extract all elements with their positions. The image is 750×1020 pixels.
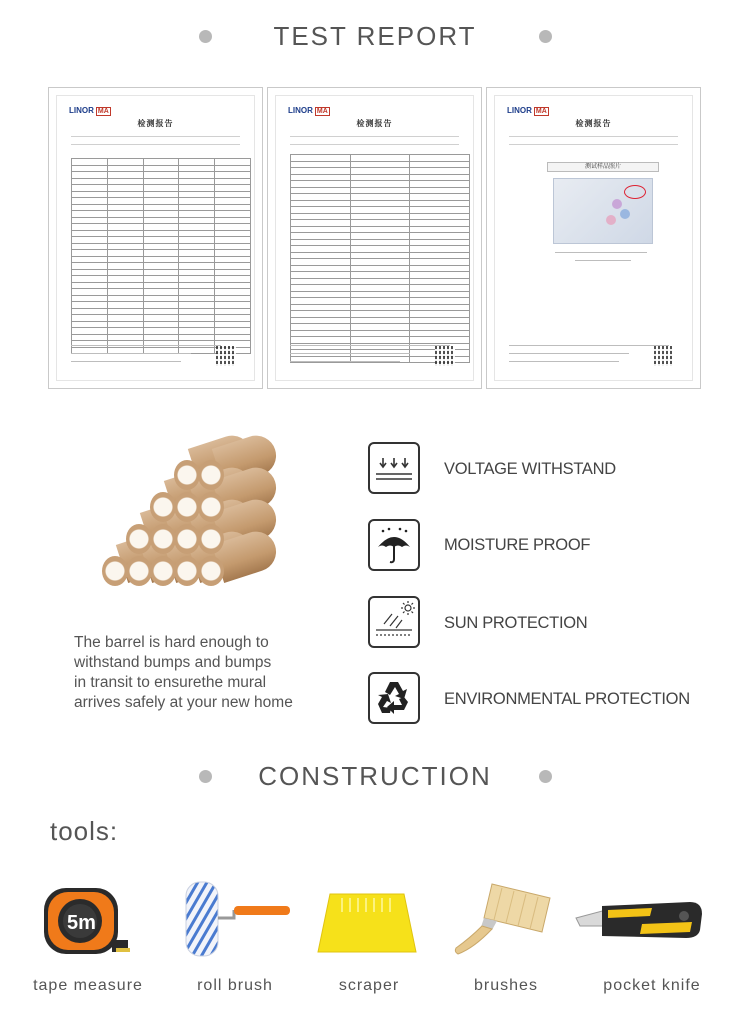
brush-icon — [452, 874, 562, 960]
decorative-dot-icon — [199, 770, 212, 783]
paper-tube-end — [198, 556, 224, 586]
recycle-icon — [368, 672, 420, 724]
tools-heading: tools: — [50, 816, 119, 846]
barrel-text-line: The barrel is hard enough to — [74, 634, 269, 651]
footer-line — [555, 252, 647, 253]
paper-tube-end — [126, 524, 152, 554]
tool-label-brushes: brushes — [474, 977, 538, 994]
barrel-text-line: withstand bumps and bumps — [74, 654, 272, 671]
tool-label-roll-brush: roll brush — [197, 977, 273, 994]
decorative-dot-icon — [199, 30, 212, 43]
paper-tube-end — [174, 524, 200, 554]
section-title-construction — [0, 756, 750, 796]
paper-tube-end — [174, 460, 200, 490]
svg-text:5m: 5m — [67, 912, 96, 934]
sample-photo-caption: 测试样品照片 — [547, 162, 659, 172]
meta-line — [290, 144, 459, 145]
stamp-icon — [624, 185, 646, 199]
report-heading: 检测报告 — [137, 119, 174, 128]
tool-label-tape-measure: tape measure — [33, 977, 143, 994]
paper-tube-end — [150, 556, 176, 586]
footer-line — [71, 353, 191, 354]
pocket-knife-icon — [572, 896, 706, 946]
report-page-frame — [275, 95, 474, 381]
report-page-frame — [56, 95, 255, 381]
footer-line — [575, 260, 631, 261]
decorative-dot-icon — [539, 770, 552, 783]
paper-tube-end — [174, 556, 200, 586]
feature-label-environmental: ENVIRONMENTAL PROTECTION — [444, 690, 690, 708]
voltage-withstand-icon — [368, 442, 420, 494]
barrel-description — [74, 633, 324, 713]
report-page-frame — [494, 95, 693, 381]
meta-line — [509, 136, 678, 137]
meta-line — [509, 144, 678, 145]
barrel-text-line: in transit to ensurethe mural — [74, 674, 267, 691]
tool-label-scraper: scraper — [338, 977, 400, 994]
report-table — [71, 158, 251, 354]
footer-line — [290, 361, 400, 362]
footer-line — [509, 345, 669, 346]
paper-tube-end — [174, 492, 200, 522]
paper-tube-end — [150, 524, 176, 554]
footer-line — [71, 361, 181, 362]
paper-tube-end — [198, 492, 224, 522]
report-logo: LINOR MA — [69, 106, 109, 115]
feature-label-sun: SUN PROTECTION — [444, 614, 588, 632]
footer-line — [71, 345, 221, 346]
umbrella-icon — [368, 519, 420, 571]
test-report-page-2 — [267, 87, 482, 389]
paper-tube-end — [126, 556, 152, 586]
report-heading: 检测报告 — [356, 119, 393, 128]
meta-line — [290, 136, 459, 137]
paper-tube-end — [150, 492, 176, 522]
section-title-text: TEST REPORT — [273, 21, 477, 51]
meta-line — [71, 136, 240, 137]
sun-protection-icon — [368, 596, 420, 648]
report-logo: LINOR MA — [507, 106, 547, 115]
paper-tubes-image — [92, 450, 267, 610]
footer-line — [509, 361, 619, 362]
footer-line — [509, 353, 629, 354]
paper-tube-end — [198, 524, 224, 554]
decorative-dot-icon — [539, 30, 552, 43]
roll-brush-icon — [180, 878, 294, 964]
feature-label-voltage: VOLTAGE WITHSTAND — [444, 460, 616, 478]
report-logo: LINOR MA — [288, 106, 328, 115]
tool-label-pocket-knife: pocket knife — [603, 977, 701, 994]
paper-tube-end — [198, 460, 224, 490]
barrel-text-line: arrives safely at your new home — [74, 694, 293, 711]
scraper-icon — [312, 890, 422, 956]
report-heading: 检测报告 — [575, 119, 612, 128]
meta-line — [71, 144, 240, 145]
sample-photo — [553, 178, 653, 244]
footer-line — [290, 345, 450, 346]
report-table — [290, 154, 470, 363]
feature-label-moisture: MOISTURE PROOF — [444, 536, 591, 554]
test-report-page-1 — [48, 87, 263, 389]
tape-measure-icon — [40, 882, 132, 960]
section-title-text: CONSTRUCTION — [258, 761, 492, 791]
section-title-test-report — [0, 16, 750, 56]
paper-tube-end — [102, 556, 128, 586]
footer-line — [290, 353, 410, 354]
test-report-page-3 — [486, 87, 701, 389]
